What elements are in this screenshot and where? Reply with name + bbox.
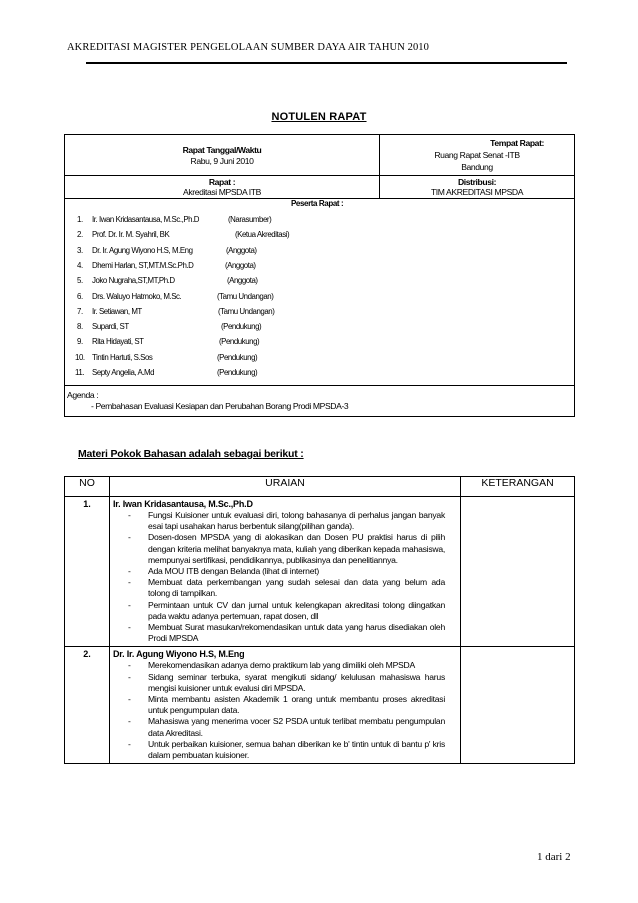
participant-name: Dhemi Harlan, ST,MT.M.Sc.Ph.D bbox=[92, 260, 194, 270]
meeting-date-cell bbox=[65, 135, 380, 176]
participant-name: Dr. Ir. Agung Wiyono H.S, M.Eng bbox=[92, 245, 193, 255]
participants-label: Peserta Rapat : bbox=[291, 199, 344, 208]
participant-number: 2. bbox=[77, 230, 83, 240]
participant-number: 9. bbox=[77, 337, 83, 347]
discussion-points bbox=[110, 660, 460, 761]
presenter-name: Dr. Ir. Agung Wiyono H.S, M.Eng bbox=[113, 649, 245, 660]
list-item: - Untuk perbaikan kuisioner, semua bahan diberikan ke b' tintin untuk di bantu p' kris dalam pembuatan kuisioner. bbox=[128, 739, 460, 761]
list-item: - Permintaan untuk CV dan jurnal untuk kelengkapan akreditasi tolong diingatkan pada waktu adanya pertemuan, rapat dosen, dll bbox=[128, 600, 460, 622]
discussion-table-body bbox=[65, 497, 575, 764]
participant-role: (Pendukung) bbox=[217, 368, 258, 377]
participant-name: Septy Angelia, A.Md bbox=[92, 368, 155, 377]
agenda-cell bbox=[65, 386, 575, 417]
distribution-cell bbox=[380, 176, 575, 199]
participant-role: (Tamu Undangan) bbox=[218, 306, 275, 316]
meeting-name-cell bbox=[65, 176, 380, 199]
participant-name: Supardi, ST bbox=[92, 322, 129, 332]
meeting-place-value: Ruang Rapat Senat -ITB bbox=[434, 150, 520, 160]
header-title: AKREDITASI MAGISTER PENGELOLAAN SUMBER DAYA AIR TAHUN 2010 bbox=[67, 42, 430, 53]
list-item: - Sidang seminar terbuka, syarat mengikuti sidang/ kelulusan mahasiswa harus mengisi kuisioner untuk evalusi diri MPSDA. bbox=[128, 672, 460, 694]
column-header-uraian: URAIAN bbox=[110, 477, 461, 497]
meeting-date-value: Rabu, 9 Juni 2010 bbox=[190, 156, 254, 166]
participant-number: 3. bbox=[77, 245, 83, 255]
participant-name: Prof. Dr. Ir. M. Syahril, BK bbox=[92, 230, 170, 240]
meeting-place-city: Bandung bbox=[461, 162, 493, 172]
participant-number: 5. bbox=[77, 276, 83, 286]
row-number: 1. bbox=[65, 497, 110, 647]
section-heading: Materi Pokok Bahasan adalah sebagai berikut : bbox=[78, 448, 304, 460]
agenda-item: - Pembahasan Evaluasi Kesiapan dan Perubahan Borang Prodi MPSDA-3 bbox=[91, 401, 349, 411]
participant-role: (Anggota) bbox=[227, 276, 258, 286]
participant-role: (Anggota) bbox=[226, 245, 257, 255]
participant-number: 4. bbox=[77, 260, 83, 270]
participant-name: Rita Hidayati, ST bbox=[92, 337, 144, 347]
participant-number: 11. bbox=[75, 368, 85, 377]
participant-role: (Tamu Undangan) bbox=[217, 291, 274, 301]
discussion-table bbox=[64, 476, 575, 764]
row-description bbox=[110, 497, 461, 647]
participant-number: 10. bbox=[75, 352, 85, 362]
participant-role: (Anggota) bbox=[225, 260, 256, 270]
meeting-name-label: Rapat : bbox=[208, 177, 236, 187]
distribution-label: Distribusi: bbox=[457, 177, 497, 187]
row-number: 2. bbox=[65, 647, 110, 764]
row-description bbox=[110, 647, 461, 764]
agenda-label: Agenda : bbox=[67, 390, 99, 400]
participant-number: 6. bbox=[77, 291, 83, 301]
page-number: 1 dari 2 bbox=[537, 851, 571, 863]
list-item: - Minta membantu asisten Akademik 1 orang untuk membantu proses akreditasi untuk pengumpulan data. bbox=[128, 694, 460, 716]
participant-role: (Narasumber) bbox=[228, 215, 272, 224]
participant-number: 8. bbox=[77, 322, 83, 332]
table-row bbox=[65, 647, 575, 764]
participants-cell bbox=[65, 199, 575, 386]
participant-role: (Ketua Akreditasi) bbox=[235, 230, 290, 240]
list-item: - Merekomendasikan adanya demo praktikum lab yang dimiliki oleh MPSDA bbox=[128, 660, 460, 671]
meeting-info-table bbox=[64, 134, 575, 417]
meeting-date-label: Rapat Tanggal/Waktu bbox=[182, 145, 262, 155]
participant-role: (Pendukung) bbox=[221, 322, 262, 332]
distribution-value: TIM AKREDITASI MPSDA bbox=[430, 187, 524, 197]
list-item: - Mahasiswa yang menerima vocer S2 PSDA untuk terlibat membatu pengumpulan data Akreditasi. bbox=[128, 716, 460, 738]
participant-role: (Pendukung) bbox=[217, 352, 258, 362]
list-item: - Ada MOU ITB dengan Belanda (lihat di internet) bbox=[128, 566, 460, 577]
list-item: - Fungsi Kuisioner untuk evaluasi diri, tolong bahasanya di perhalus jangan banyak esai tapi usahakan harus berbentuk silang(pilihan ganda). bbox=[128, 510, 460, 532]
participant-number: 1. bbox=[77, 215, 83, 224]
list-item: - Membuat Surat masukan/rekomendasikan untuk data yang harus disediakan oleh Prodi MPSDA bbox=[128, 622, 460, 644]
column-header-no: NO bbox=[65, 477, 110, 497]
list-item: - Membuat data perkembangan yang sudah selesai dan data yang belum ada tolong di tampilkan. bbox=[128, 577, 460, 599]
participants-list bbox=[65, 199, 574, 385]
participant-role: (Pendukung) bbox=[219, 337, 260, 347]
document-title: NOTULEN RAPAT bbox=[271, 111, 367, 123]
meeting-name-value: Akreditasi MPSDA ITB bbox=[183, 187, 261, 197]
presenter-name: Ir. Iwan Kridasantausa, M.Sc.,Ph.D bbox=[113, 499, 253, 509]
row-note bbox=[461, 497, 575, 647]
table-row bbox=[65, 497, 575, 647]
list-item: - Dosen-dosen MPSDA yang di alokasikan dan Dosen PU praktisi harus di pilih dengan kriteria melihat banyaknya mata, kuliah yang diberikan kepada mahasiswa, mempunyai sertifikasi, pendidikannya, publikasinya dan penelitiannya. bbox=[128, 532, 460, 566]
participant-name: Ir. Iwan Kridasantausa, M.Sc.,Ph.D bbox=[92, 215, 200, 224]
meeting-place-label: Tempat Rapat: bbox=[490, 138, 544, 148]
column-header-keterangan: KETERANGAN bbox=[461, 477, 575, 497]
participant-name: Drs. Waluyo Hatmoko, M.Sc. bbox=[92, 291, 182, 301]
participant-name: Ir. Setiawan, MT bbox=[92, 306, 142, 316]
participant-name: Tintin Hartuti, S.Sos bbox=[92, 352, 153, 362]
participant-number: 7. bbox=[77, 306, 83, 316]
row-note bbox=[461, 647, 575, 764]
participant-name: Joko Nugraha,ST,MT,Ph.D bbox=[92, 276, 175, 286]
meeting-place-cell bbox=[380, 135, 575, 176]
discussion-points bbox=[110, 510, 460, 644]
header-rule bbox=[86, 62, 567, 64]
